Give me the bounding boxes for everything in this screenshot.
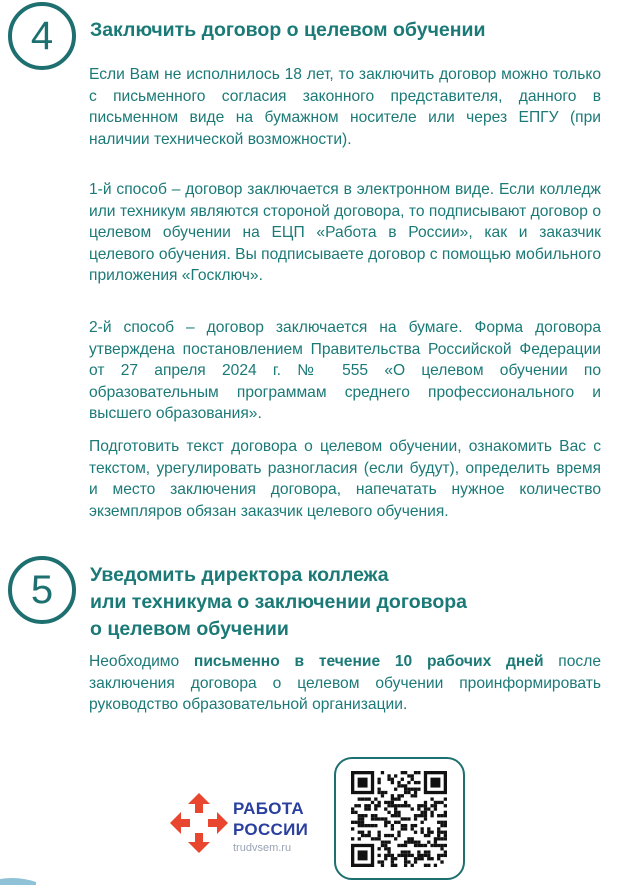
step-4-title: Заключить договор о целевом обучении bbox=[90, 19, 486, 41]
step-5-title-line-2: или техникума о заключении договора bbox=[90, 591, 468, 613]
step-5-title-line-3: о целевом обучении bbox=[90, 618, 289, 640]
step-5-title bbox=[90, 562, 467, 643]
rabota-rossii-logo[interactable] bbox=[170, 790, 320, 860]
step-5-paragraph-prefix: Необходимо bbox=[89, 653, 194, 670]
step-4-paragraph-2: 1-й способ – договор заключается в электронном виде. Если колледж или техникум являются стороной договора, то подписывают договор о целевом обучении на ЕЦП «Работа в России», как и заказчик целевого обучения. Вы подписываете договор с помощью мобильного приложения «Госключ». bbox=[89, 181, 601, 284]
step-4-number: 4 bbox=[30, 13, 54, 58]
qr-code-icon bbox=[351, 771, 447, 867]
corner-decoration bbox=[0, 870, 36, 885]
qr-code-frame[interactable] bbox=[334, 757, 465, 880]
logo-line-1: РАБОТА bbox=[233, 799, 304, 818]
step-4-paragraph-1: Если Вам не исполнилось 18 лет, то заключить договор можно только с письменного согласия законного представителя, данного в письменном виде на бумажном носителе или через ЕПГУ (при наличии технической возможности). bbox=[89, 66, 601, 148]
step-5-number-circle bbox=[8, 556, 76, 624]
logo-url: trudvsem.ru bbox=[233, 842, 292, 854]
step-4-number-circle bbox=[8, 2, 76, 70]
logo-text bbox=[233, 798, 308, 840]
step-5-paragraph-bold: письменно в течение 10 рабочих дней bbox=[193, 653, 544, 670]
logo-line-2: РОССИИ bbox=[233, 820, 309, 839]
step-5-number: 5 bbox=[30, 567, 54, 612]
step-5-paragraph bbox=[89, 651, 601, 716]
step-4-paragraph-3: 2-й способ – договор заключается на бумаге. Форма договора утверждена постановлением Правительства Российской Федерации от 27 апреля 2024 г. № 555 «О целевом обучении по образовательным программам среднего профессионального и высшего образования». bbox=[89, 319, 601, 422]
step-5-title-line-1: Уведомить директора коллежа bbox=[90, 564, 389, 586]
step-5-paragraph-suffix: после заключения договора о целевом обучении проинформировать руководство образовательной организации. bbox=[89, 653, 601, 713]
step-4-paragraph-4: Подготовить текст договора о целевом обучении, ознакомить Вас с текстом, урегулировать разногласия (если будут), определить время и место заключения договора, напечатать нужное количество экземпляров обязан заказчик целевого обучения. bbox=[89, 438, 601, 520]
rabota-rossii-arrows-icon bbox=[170, 793, 228, 853]
